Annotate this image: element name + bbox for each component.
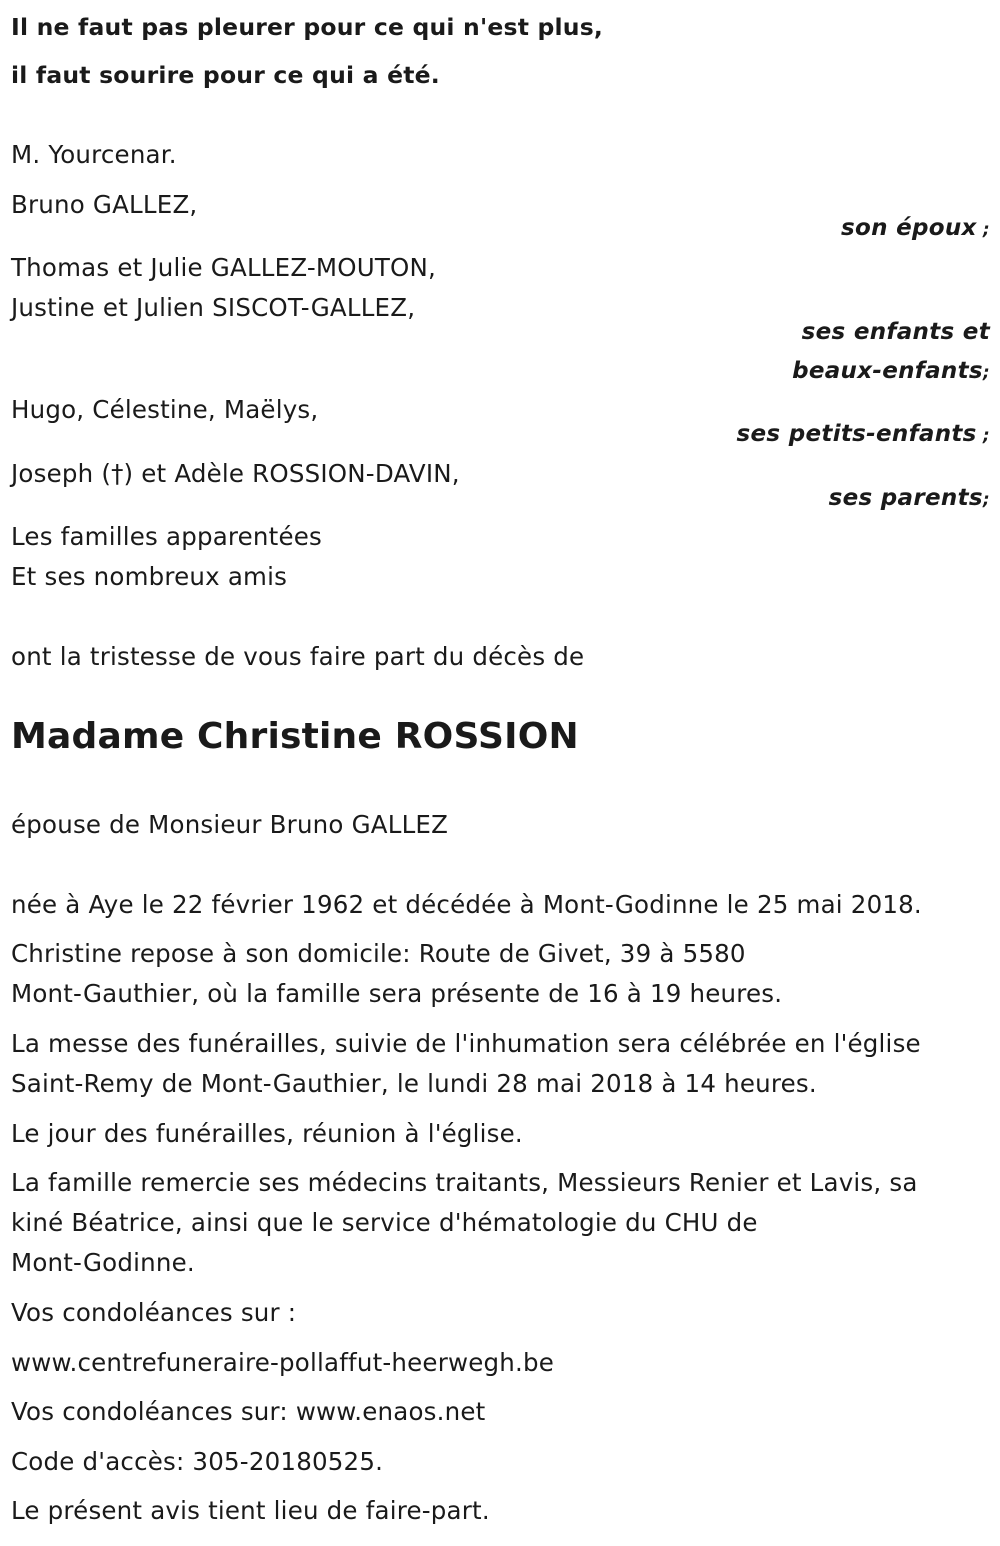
- family-relation: ses petits-enfants ;: [736, 421, 990, 447]
- detail-line: Mont-Godinne.: [11, 1248, 195, 1277]
- detail-line: La messe des funérailles, suivie de l'inhumation sera célébrée en l'église: [11, 1029, 921, 1058]
- family-relation: son époux ;: [841, 215, 990, 241]
- detail-line: Christine repose à son domicile: Route de Givet, 39 à 5580: [11, 939, 746, 968]
- deceased-spouse: épouse de Monsieur Bruno GALLEZ: [11, 810, 449, 839]
- condolence-link[interactable]: www.centrefuneraire-pollaffut-heerwegh.be: [11, 1348, 554, 1377]
- family-name: Hugo, Célestine, Maëlys,: [11, 395, 319, 424]
- family-name: Bruno GALLEZ,: [11, 190, 198, 219]
- family-relation: beaux-enfants;: [792, 358, 990, 384]
- epigraph-line-1: Il ne faut pas pleurer pour ce qui n'est plus,: [11, 13, 604, 41]
- family-name: Thomas et Julie GALLEZ-MOUTON,: [11, 253, 437, 282]
- access-code: Code d'accès: 305-20180525.: [11, 1447, 384, 1476]
- detail-line: Saint-Remy de Mont-Gauthier, le lundi 28 mai 2018 à 14 heures.: [11, 1069, 817, 1098]
- detail-line: Le jour des funérailles, réunion à l'église.: [11, 1119, 523, 1148]
- detail-line: Le présent avis tient lieu de faire-part.: [11, 1496, 490, 1525]
- family-name: Joseph (†) et Adèle ROSSION-DAVIN,: [11, 459, 460, 488]
- epigraph-author: M. Yourcenar.: [11, 140, 177, 169]
- detail-line: Mont-Gauthier, où la famille sera présente de 16 à 19 heures.: [11, 979, 783, 1008]
- family-name: Et ses nombreux amis: [11, 562, 288, 591]
- detail-line: La famille remercie ses médecins traitants, Messieurs Renier et Lavis, sa: [11, 1168, 918, 1197]
- deceased-name: Madame Christine ROSSION: [11, 716, 579, 757]
- family-name: Justine et Julien SISCOT-GALLEZ,: [11, 293, 416, 322]
- detail-line: Vos condoléances sur: www.enaos.net: [11, 1397, 486, 1426]
- family-relation: ses parents;: [828, 485, 990, 511]
- detail-line: kiné Béatrice, ainsi que le service d'hématologie du CHU de: [11, 1208, 758, 1237]
- announcement: ont la tristesse de vous faire part du décès de: [11, 642, 585, 671]
- family-name: Les familles apparentées: [11, 522, 322, 551]
- epigraph-line-2: il faut sourire pour ce qui a été.: [11, 61, 440, 89]
- detail-line: née à Aye le 22 février 1962 et décédée à Mont-Godinne le 25 mai 2018.: [11, 890, 922, 919]
- family-relation: ses enfants et: [801, 319, 990, 345]
- detail-line: Vos condoléances sur :: [11, 1298, 297, 1327]
